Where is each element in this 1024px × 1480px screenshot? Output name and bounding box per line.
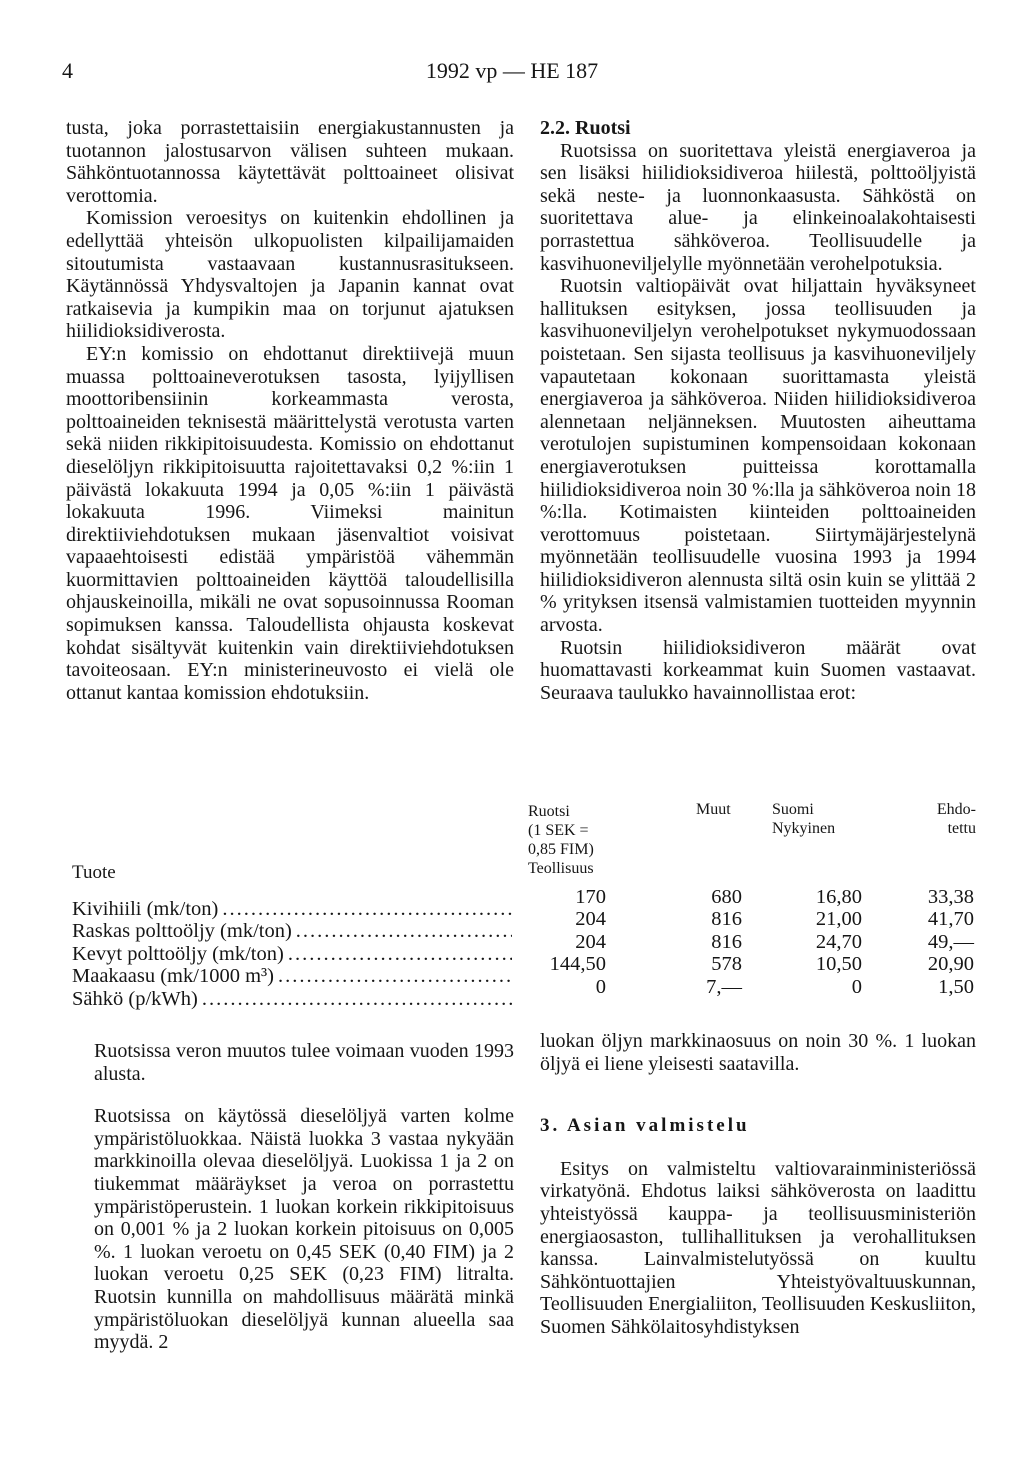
- table-cell: 816: [711, 908, 742, 931]
- table-cell-product: Kevyt polttoöljy (mk/ton): [72, 942, 284, 965]
- left-column-top: [66, 117, 514, 704]
- table-row: [72, 988, 512, 1010]
- table-cell: 578: [711, 953, 742, 976]
- paragraph: EY:n komissio on ehdottanut direktiivejä muun muassa polttoaineverotuksen tasosta, lyijyllisen moottoribensiinin korkeammasta verosta, polttoaineiden teknisestä määrittelystä verotusta varten sekä niiden rikkipitoisuudesta. Komissio on ehdottanut dieselöljyn rikkipitoisuutta rajoitettavaksi 0,2 %:iin 1 päivästä lokakuuta 1994 ja 0,05 %:iin 1 päivästä lokakuuta 1996. Viimeksi mainitun direktiiviehdotuksen mukaan jäsenvaltiot voisivat vapaaehtoisesti edistää ympäristöä vähemmän kuormittavien polttoaineiden käyttöä taloudellisilla ohjauskeinoilla, mikäli ne ovat sopusoinnussa Rooman sopimuksen kanssa. Taloudellista ohjausta koskevat kohdat sisältyvät kuitenkin vain direktiiviehdotuksen tavoiteosaan. EY:n ministerineuvosto ei vielä ole ottanut kantaa komission ehdotuksiin.: [66, 342, 514, 704]
- table-column-header-ruotsi: Ruotsi (1 SEK = 0,85 FIM) Teollisuus: [528, 803, 594, 877]
- leader-dots: [202, 988, 512, 1010]
- table-cell: 21,00: [815, 908, 862, 931]
- table-cell: 1,50: [938, 975, 974, 998]
- table-cell: 16,80: [815, 886, 862, 908]
- paragraph: Ruotsissa on käytössä dieselöljyä varten kolme ympäristöluokkaa. Näistä luokka 3 vastaa nykyään markkinoilla olevaa dieselöljyä. Luokissa 1 ja 2 on tiukemmat määräykset ja veroa on porrastettu ympäristöperustein. 1 luokan korkein rikkipitoisuus on 0,001 % ja 2 luokan korkein pitoisuus on 0,005 %. 1 luokan veroetu on 0,45 SEK (0,40 FIM) ja 2 luokan veroetu 0,25 SEK (0,23 FIM) litralta. Ruotsin kunnilla on mahdollisuus määrätä minkä ympäristöluokan dieselöljyä kunnan alueella saa myydä. 2: [94, 1105, 514, 1354]
- leader-dots: [278, 965, 512, 987]
- page-number: 4: [62, 58, 73, 83]
- table-column-header-muut: Muut: [696, 801, 731, 818]
- table-cell: 33,38: [927, 886, 974, 908]
- table-cell: 20,90: [927, 953, 974, 976]
- table-cell: 49,—: [927, 930, 974, 953]
- table-column-ehdotettu-values: [890, 886, 974, 998]
- table-column-ruotsi-values: [520, 886, 606, 998]
- table-column-header-ehdotettu: Ehdo- tettu: [936, 801, 976, 837]
- table-cell-product: Sähkö (p/kWh): [72, 987, 198, 1010]
- table-cell: 10,50: [815, 953, 862, 976]
- table-cell: 7,—: [706, 975, 742, 998]
- table-cell: 680: [711, 886, 742, 908]
- table-cell: 816: [711, 930, 742, 953]
- table-cell: 41,70: [927, 908, 974, 931]
- table-row: [72, 898, 512, 920]
- paragraph: Ruotsissa on suoritettava yleistä energiaveroa ja sen lisäksi hiilidioksidiveroa hiilestä, polttoöljyistä sekä neste- ja luonnonkaasusta. Sähköstä on suoritettava alue- ja elinkeinoalakohtaisesti porrastettua sähköveroa. Teollisuudelle ja kasvihuoneviljelylle myönnetään verohelpotuksia.: [540, 139, 976, 275]
- table-column-header-suomi: Suomi Nykyinen: [772, 801, 836, 837]
- paragraph: Komission veroesitys on kuitenkin ehdollinen ja edellyttää yhteisön ulkopuolisten kilpailijamaiden sitoutumista vastaavaan kustannusrasitukseen. Käytännössä Yhdysvaltojen ja Japanin kannat ovat ratkaisevia ja kumpikin maa on torjunut ajatuksen hiilidioksidiverosta.: [66, 207, 514, 343]
- right-column-top: [540, 117, 976, 704]
- section-heading: 2.2. Ruotsi: [540, 117, 631, 139]
- table-cell: 144,50: [549, 953, 606, 976]
- table-row: [72, 920, 512, 942]
- table-row: [72, 965, 512, 987]
- leader-dots: [288, 943, 512, 965]
- table-column-muut-values: [660, 886, 742, 998]
- table-cell: 170: [575, 886, 606, 908]
- section-heading: 3. Asian valmistelu: [540, 1115, 750, 1137]
- paragraph: Esitys on valmisteltu valtiovarainministeriössä virkatyönä. Ehdotus laiksi sähköverosta on laadittu yhteistyössä kauppa- ja teollisuusministeriön energiaosaston, tullihallituksen ja verohallituksen kanssa. Lainvalmistelutyössä on kuultu Sähköntuottajien Yhteistyövaltuuskunnan, Teollisuuden Energialiiton, Teollisuuden Keskusliiton, Suomen Sähkölaitosyhdistyksen: [540, 1157, 976, 1338]
- table-cell-product: Kivihiili (mk/ton): [72, 898, 219, 920]
- paragraph: Ruotsin valtiopäivät ovat hiljattain hyväksyneet hallituksen esityksen, jossa teollisuuden ja kasvihuoneviljelyn verohelpotukset nykymuodossaan poistetaan. Sen sijasta teollisuus ja kasvihuoneviljely vapautetaan kokonaan suorittamasta yleistä energiaveroa ja sähköveroa. Niiden hiilidioksidiveroa alennetaan neljänneksen. Muutosten aiheuttama verotulojen supistuminen kompensoidaan kokonaan energiaverotuksen puitteissa korottamalla hiilidioksidiveroa noin 30 %:lla ja sähköveroa noin 18 %:lla. Kotimaisten kiinteiden polttoaineiden verottomuus poistetaan. Siirtymäjärjestelynä myönnetään teollisuudelle vuosina 1993 ja 1994 hiilidioksidiveron alennusta siltä osin kuin se ylittää 2 % yrityksen itsensä valmistamien tuotteiden myynnin arvosta.: [540, 275, 976, 637]
- table-row: [72, 943, 512, 965]
- page-header-title: 1992 vp — HE 187: [425, 58, 599, 83]
- paragraph: Ruotsin hiilidioksidiveron määrät ovat huomattavasti korkeammat kuin Suomen vastaavat. Seuraava taulukko havainnollistaa erot:: [540, 636, 976, 704]
- paragraph: luokan öljyn markkinaosuus on noin 30 %. 1 luokan öljyä ei liene yleisesti saatavilla.: [540, 1030, 976, 1075]
- leader-dots: [296, 920, 512, 942]
- table-cell: 24,70: [815, 930, 862, 953]
- right-column-bottom: [540, 1030, 976, 1339]
- table-product-labels: [72, 898, 512, 1010]
- table-cell: 0: [595, 975, 606, 998]
- table-cell-product: Raskas polttoöljy (mk/ton): [72, 920, 292, 943]
- left-column-bottom: [94, 1040, 514, 1354]
- table-cell-product: Maakaasu (mk/1000 m³): [72, 965, 274, 988]
- paragraph: tusta, joka porrastettaisiin energiakustannusten ja tuotannon jalostusarvon välisen suhteen mukaan. Sähköntuotannossa käytettävät polttoaineet olisivat verottomia.: [66, 117, 514, 207]
- table-cell: 204: [575, 930, 606, 953]
- table-product-header: Tuote: [72, 862, 116, 883]
- table-cell: 204: [575, 908, 606, 931]
- leader-dots: [222, 898, 512, 920]
- paragraph: Ruotsissa veron muutos tulee voimaan vuoden 1993 alusta.: [94, 1040, 514, 1085]
- table-column-suomi-values: [770, 886, 862, 998]
- table-cell: 0: [851, 975, 862, 998]
